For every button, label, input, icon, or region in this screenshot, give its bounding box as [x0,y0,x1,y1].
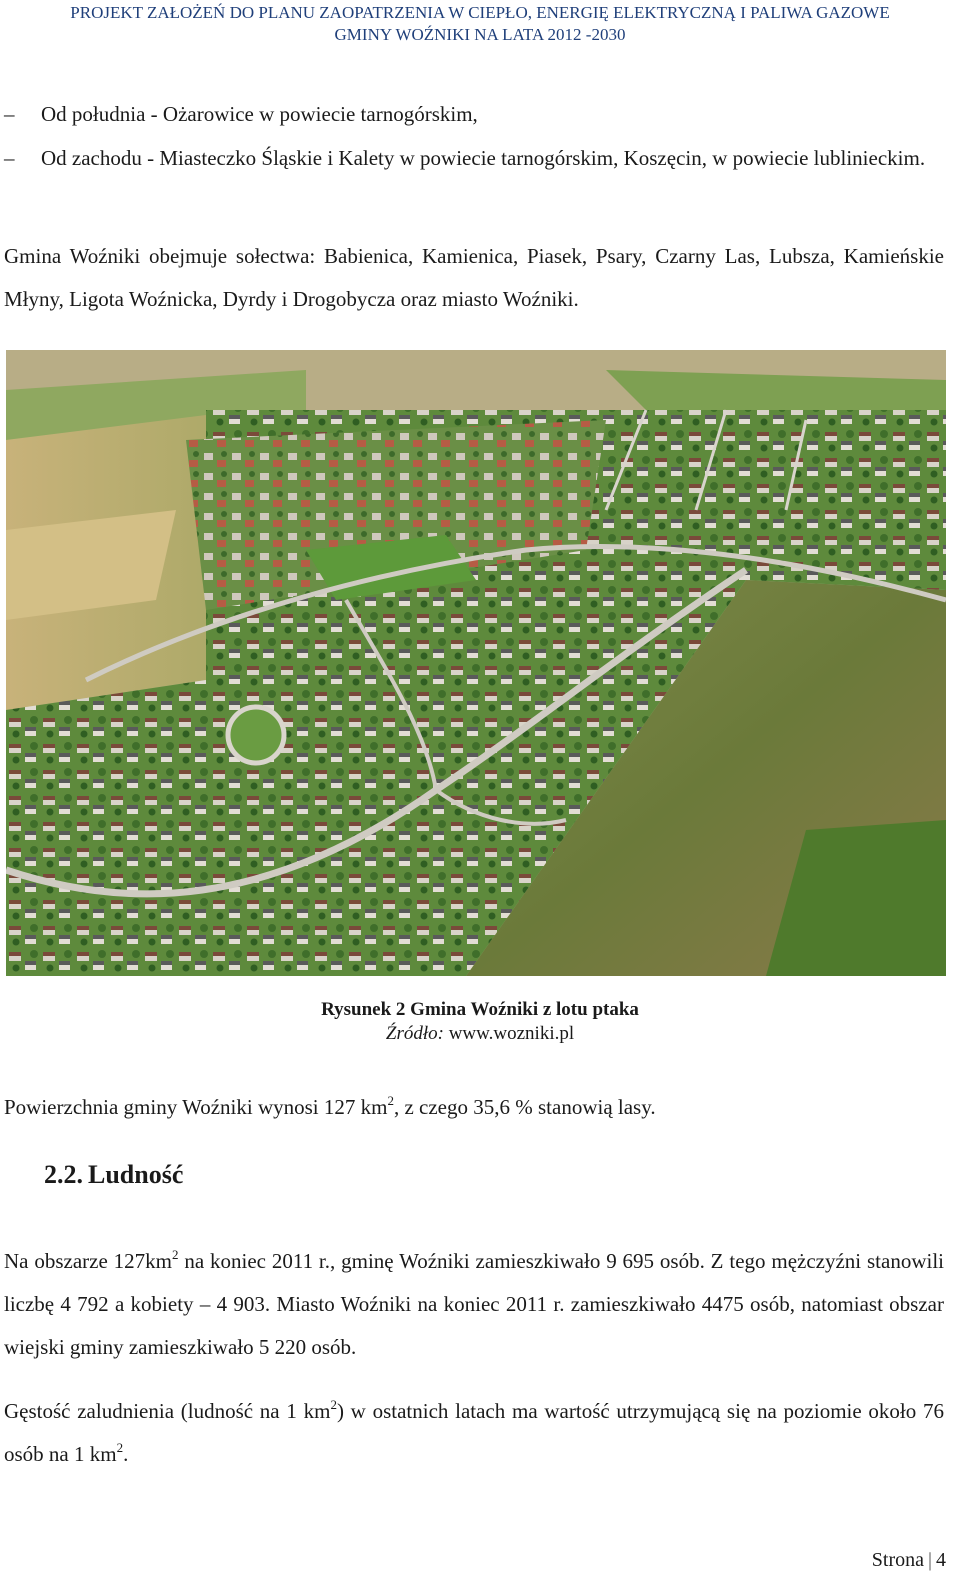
density-superscript-1: 2 [330,1397,337,1412]
density-text-2: ) w ostatnich latach ma wartość utrzymującą się na poziomie około 76 osób na 1 km [4,1399,945,1466]
bullet-text: Od południa - Ożarowice w powiecie tarnogórskim, [41,102,478,126]
header-line-1: PROJEKT ZAŁOŻEŃ DO PLANU ZAOPATRZENIA W CIEPŁO, ENERGIĘ ELEKTRYCZNĄ I PALIWA GAZOWE [70,3,890,22]
page-footer [872,1546,946,1574]
bullet-item-south [4,93,944,136]
figure-source-url: www.wozniki.pl [448,1023,575,1044]
bullet-dash: – [4,146,15,170]
density-text-1: Gęstość zaludnienia (ludność na 1 km [4,1399,331,1423]
figure-source-label: Źródło: [385,1023,444,1044]
area-text-end: , z czego 35,6 % stanowią lasy. [393,1095,656,1119]
page-header [0,2,960,46]
bullet-text: Od zachodu - Miasteczko Śląskie i Kalety w powiecie tarnogórskim, Koszęcin, w powiecie lublinieckim. [41,146,926,170]
bullet-item-west [4,137,944,180]
aerial-photo-illustration [6,350,946,976]
section-number: 2.2. [44,1160,83,1189]
population-paragraph [4,1240,944,1369]
footer-label: Strona [871,1549,924,1571]
intro-paragraph: Gmina Woźniki obejmuje sołectwa: Babienica, Kamienica, Piasek, Psary, Czarny Las, Lubsza, Kamieńskie Młyny, Ligota Woźnicka, Dyrdy i Drogobycza oraz miasto Woźniki. [4,244,944,311]
density-text-3: . [123,1442,129,1466]
population-text: Na obszarze 127km [4,1249,172,1273]
section-heading [44,1155,183,1195]
population-text-end: na koniec 2011 r., gminę Woźniki zamieszkiwało 9 695 osób. Z tego mężczyźni stanowili liczbę 4 792 a kobiety – 4 903. Miasto Woźniki na koniec 2011 r. zamieszkiwało 4475 osób, natomiast obszar wiejski gminy zamieszkiwało 5 220 osób. [4,1249,944,1359]
footer-separator: | [927,1549,932,1571]
figure-title: Rysunek 2 Gmina Woźniki z lotu ptaka [321,999,639,1020]
density-paragraph [4,1390,944,1476]
area-text: Powierzchnia gminy Woźniki wynosi 127 km [4,1095,388,1119]
section-title: Ludność [88,1160,184,1189]
header-line-2: GMINY WOŹNIKI NA LATA 2012 -2030 [334,25,626,44]
area-paragraph [4,1086,944,1129]
density-superscript-2: 2 [116,1440,124,1455]
population-superscript: 2 [171,1247,179,1262]
aerial-photo [6,350,946,976]
page-number: 4 [936,1549,946,1571]
area-superscript: 2 [387,1093,394,1108]
bullet-dash: – [4,102,15,126]
figure-caption [0,998,960,1046]
figure-source [0,1022,960,1046]
